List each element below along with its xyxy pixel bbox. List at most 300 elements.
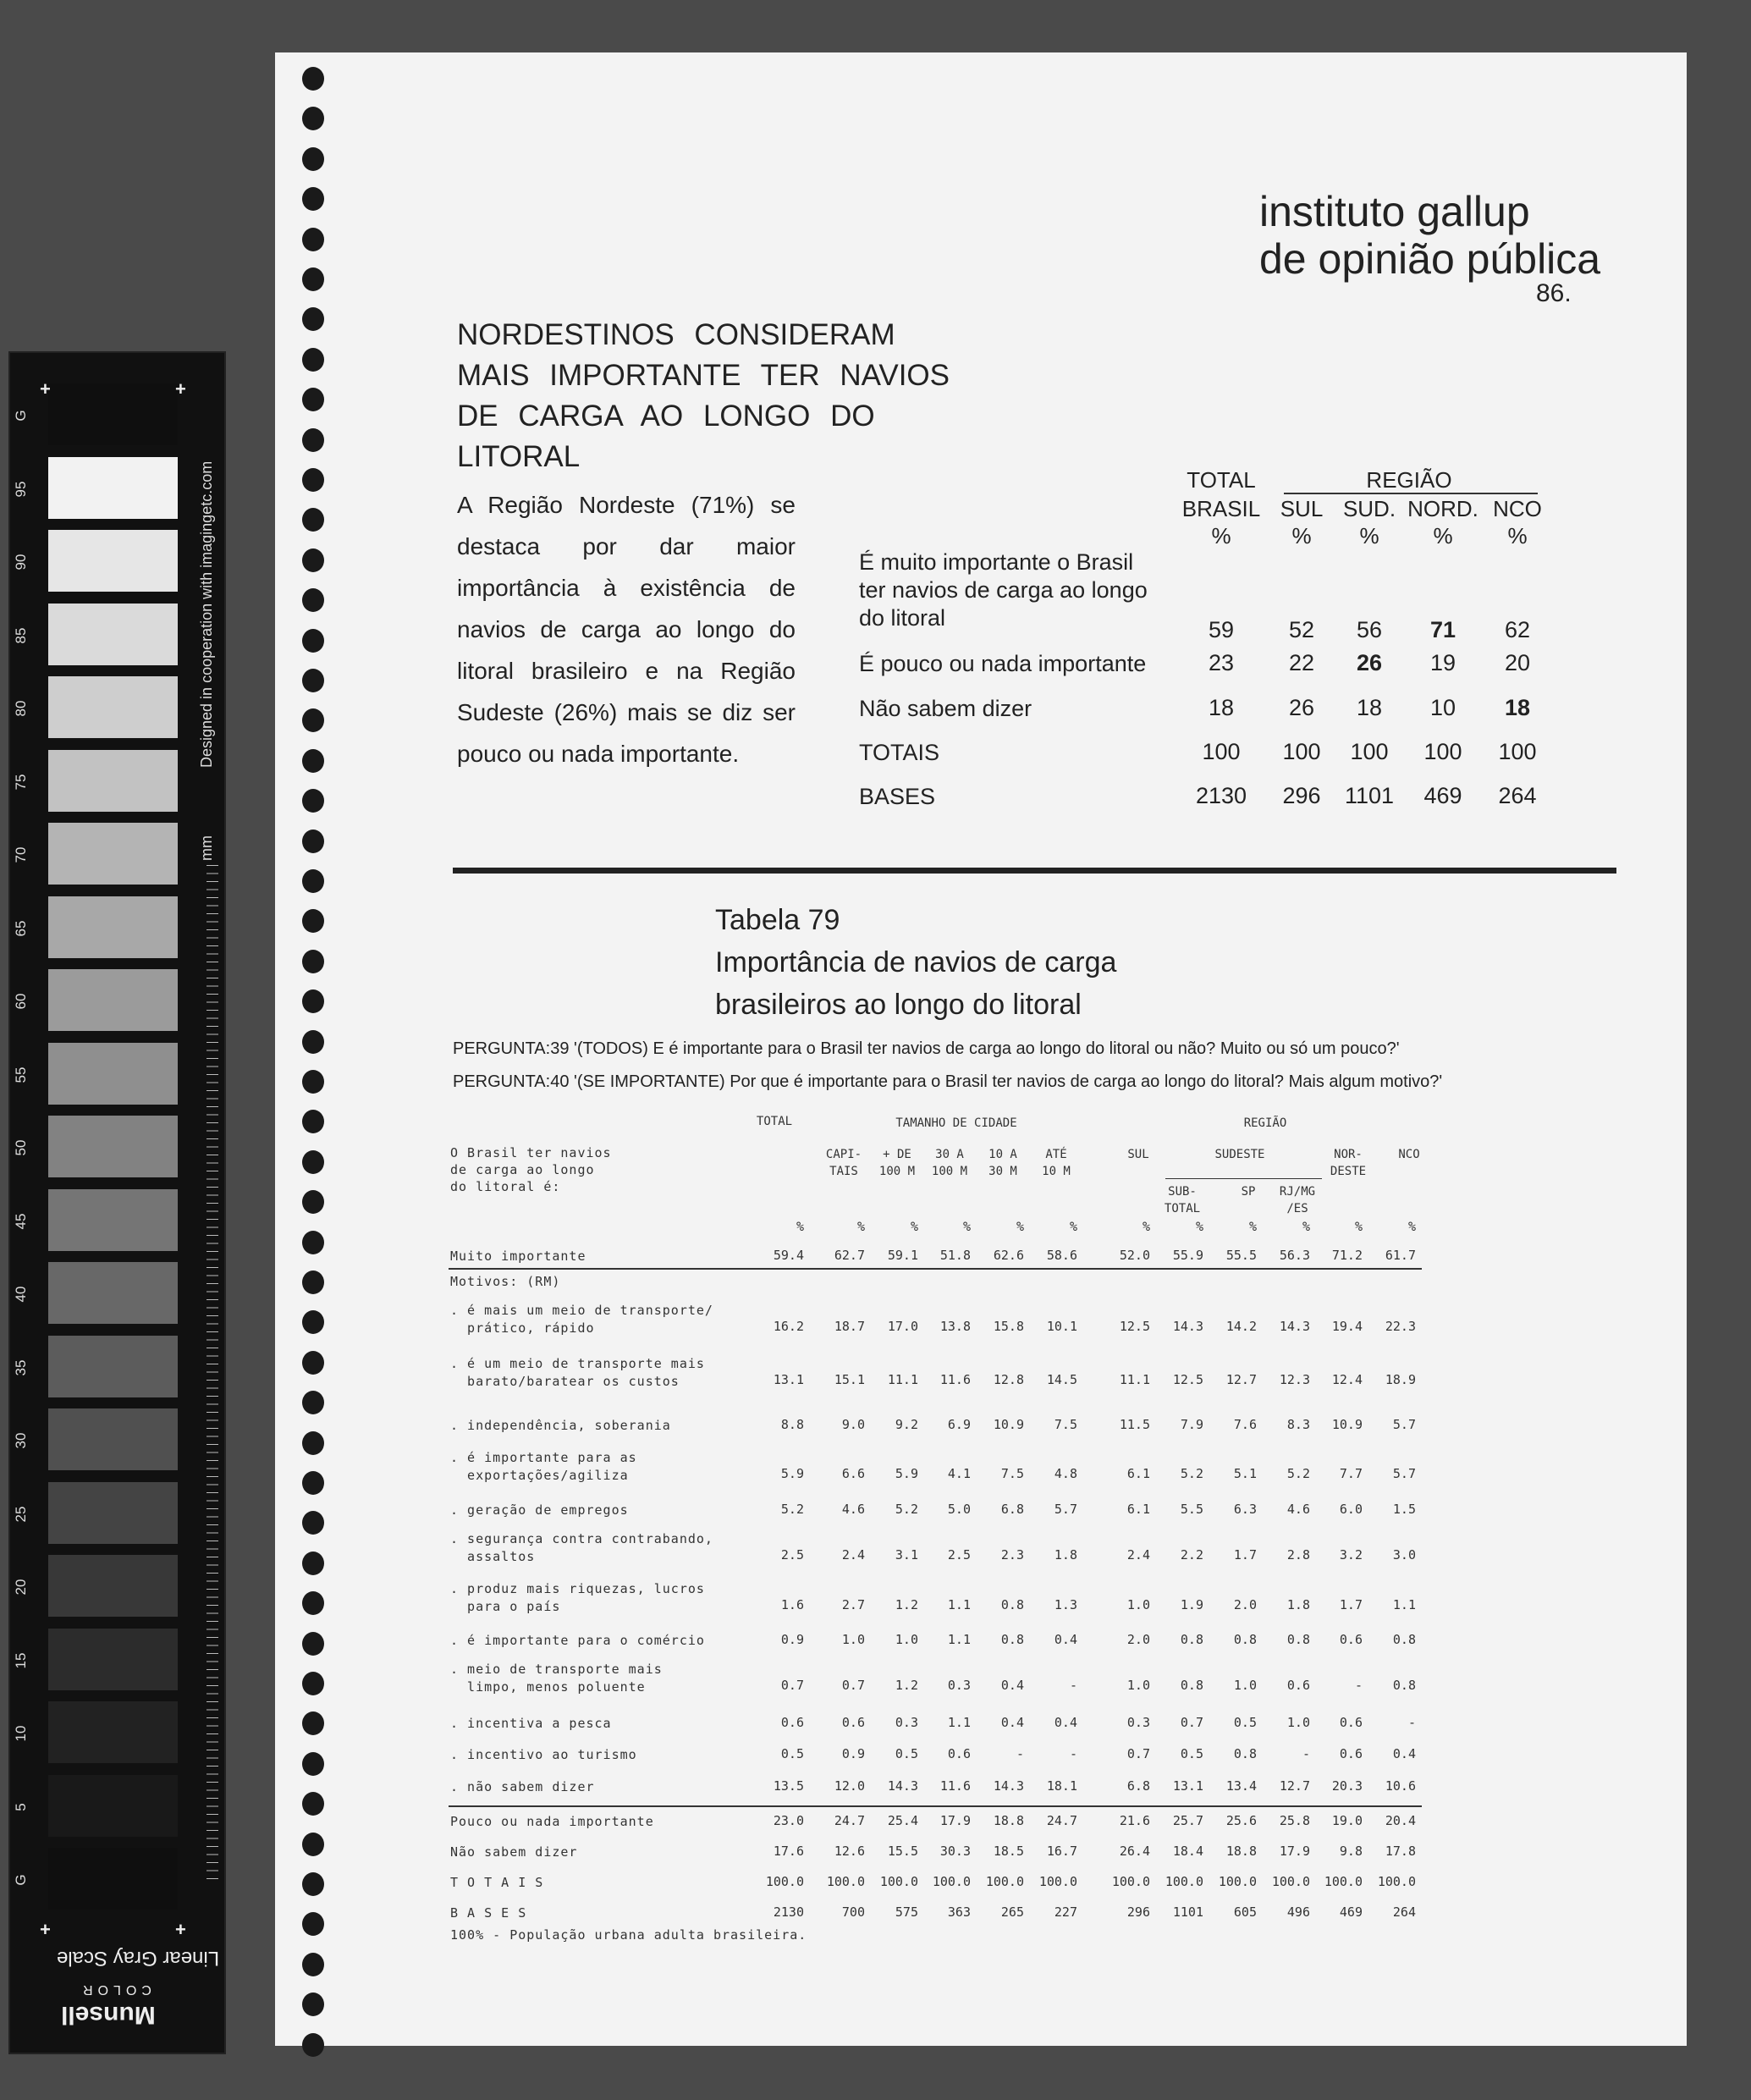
table-cell: 0.8 [1000,1632,1024,1647]
gray-patch-label: 70 [13,846,29,863]
sudeste-rule [1165,1178,1322,1179]
summary-cell: 264 [1498,783,1537,808]
table-cell: 0.3 [1126,1715,1150,1730]
table-row-label: . é mais um meio de transporte/ prático, rápido [450,1303,713,1336]
plus-mark: + [175,378,186,400]
table-cell: 6.8 [1000,1502,1024,1517]
table-col-head: NCO [1398,1148,1420,1161]
binding-hole [302,749,324,773]
summary-cell: 22 [1288,650,1315,675]
gray-patch-label: 5 [13,1802,29,1811]
table-cell: 0.3 [947,1678,971,1693]
table-cell: 5.2 [1180,1466,1203,1481]
binding-hole [302,1511,324,1535]
table-pct: % [856,1219,865,1234]
gray-patch-label: 25 [13,1506,29,1522]
table-cell: 1.0 [1126,1597,1150,1612]
table-cell: 1.6 [780,1597,804,1612]
table-cell: 3.2 [1339,1547,1363,1563]
table-cell: 26.4 [1119,1844,1150,1859]
headline: NORDESTINOS CONSIDERAM MAIS IMPORTANTE TER NAVIOS DE CARGA AO LONGO DO LITORAL [457,318,950,473]
table-cell: 11.6 [939,1778,971,1794]
table-cell: 71.2 [1331,1248,1363,1263]
table-cell: 0.8 [1180,1678,1203,1693]
gray-patch-label: 65 [13,920,29,936]
binding-hole [302,1231,324,1254]
table-pct: % [1195,1219,1203,1234]
table-cell: 363 [947,1904,971,1920]
table-cell: - [1407,1715,1416,1730]
table-cell: 7.6 [1233,1417,1257,1432]
table-row-label: Muito importante [450,1248,586,1264]
table-cell: 0.4 [1000,1715,1024,1730]
table-row-label: . segurança contra contrabando, assaltos [450,1531,713,1564]
gray-patch [48,823,178,885]
table-cell: 0.8 [1286,1632,1310,1647]
gray-patch-label: 50 [13,1139,29,1156]
table-cell: 2.8 [1286,1547,1310,1563]
table-cell: 0.8 [1000,1597,1024,1612]
table-cell: 12.0 [834,1778,865,1794]
table-row-label: . incentivo ao turismo [450,1747,637,1762]
summary-pct: % [1291,523,1312,548]
table-cell: 0.5 [895,1746,918,1761]
gray-patch-label: 35 [13,1359,29,1375]
table-cell: 1.2 [895,1597,918,1612]
summary-cell: 19 [1429,650,1456,675]
table-cell: 1101 [1172,1904,1203,1920]
table-cell: 13.8 [939,1319,971,1334]
gray-patch [48,457,178,519]
summary-cell: 26 [1288,695,1315,720]
gray-patch-label: 75 [13,774,29,790]
table-cell: 12.8 [993,1372,1024,1387]
table-cell: 20.4 [1385,1813,1416,1828]
summary-row-label: TOTAIS [859,740,940,765]
summary-cell: 296 [1282,783,1321,808]
table-cell: 2.3 [1000,1547,1024,1563]
table-cell: 11.1 [887,1372,918,1387]
table-cell: 17.8 [1385,1844,1416,1859]
binding-hole [302,708,324,732]
gray-patch-label: 95 [13,481,29,497]
table-cell: 18.8 [1225,1844,1257,1859]
summary-col-head: NORD. [1407,496,1478,521]
table-cell: 62.7 [834,1248,865,1263]
table-col-head: + DE 100 M [878,1148,916,1178]
gray-patch [48,1555,178,1617]
gray-patch [48,530,178,592]
table-cell: 5.7 [1392,1466,1416,1481]
question-40: PERGUNTA:40 '(SE IMPORTANTE) Por que é importante para o Brasil ter navios de carga ao longo do litoral? Mais algum motivo?' [453,1072,1443,1091]
binding-hole [302,1552,324,1575]
table-head-total: TOTAL [756,1115,793,1128]
binding-hole [302,950,324,973]
table-cell: 5.5 [1180,1502,1203,1517]
table-cell: 0.6 [1339,1632,1363,1647]
binding-hole [302,669,324,692]
summary-text: A Região Nordeste (71%) se destaca por dar maior importância à existência de navios de carga ao longo do litoral brasileiro e na Região Sudeste (26%) mais se diz ser pouco ou nada importante. [457,492,796,767]
table-cell: 14.3 [1279,1319,1310,1334]
table-cell: 2.0 [1233,1597,1257,1612]
binding-hole [302,147,324,171]
table-cell: 5.0 [947,1502,971,1517]
binding-hole [302,1953,324,1976]
table-row-label: . geração de empregos [450,1502,629,1518]
table-sub-head: RJ/MG /ES [1279,1185,1316,1215]
gray-patch [48,1629,178,1690]
summary-row-label: É pouco ou nada importante [859,651,1147,676]
binding-hole [302,1792,324,1816]
table-cell: - [1354,1678,1363,1693]
table-pct: % [1069,1219,1077,1234]
binding-hole [302,1711,324,1735]
table-head-regiao: REGIÃO [1243,1116,1287,1130]
table-cell: 55.9 [1172,1248,1203,1263]
summary-cell: 18 [1504,695,1531,720]
table-cell: 12.6 [834,1844,865,1859]
gray-patch [48,969,178,1031]
table-pct: % [1354,1219,1363,1234]
table-cell: 6.1 [1126,1502,1150,1517]
plus-mark: + [175,1919,186,1940]
table-cell: 5.1 [1233,1466,1257,1481]
table-cell: 11.1 [1119,1372,1150,1387]
table-cell: 100.0 [1111,1874,1150,1889]
table-cell: 0.7 [780,1678,804,1693]
gray-patch-label: 55 [13,1067,29,1083]
table-cell: 12.5 [1119,1319,1150,1334]
table-cell: 15.8 [993,1319,1024,1334]
table-cell: 5.2 [1286,1466,1310,1481]
table-cell: 2.7 [841,1597,865,1612]
table-cell: 7.5 [1000,1466,1024,1481]
table-cell: 0.4 [1054,1715,1077,1730]
table-cell: - [1069,1746,1077,1761]
scale-unit: mm [198,835,215,861]
table-cell: 0.6 [841,1715,865,1730]
table-cell: 469 [1339,1904,1363,1920]
summary-cell: 100 [1498,739,1537,764]
section-divider [453,868,1616,874]
binding-hole [302,1351,324,1375]
table-cell: 1.7 [1339,1597,1363,1612]
table-cell: 0.5 [780,1746,804,1761]
gray-patch-label: 20 [13,1579,29,1596]
table-cell: 0.5 [1180,1746,1203,1761]
gray-patch [48,1848,178,1910]
table-pct: % [1302,1219,1310,1234]
table-cell: 14.3 [887,1778,918,1794]
table-cell: 6.1 [1126,1466,1150,1481]
binding-hole [302,388,324,411]
binding-hole [302,1591,324,1615]
binding-hole [302,348,324,372]
table-cell: 14.5 [1046,1372,1077,1387]
gray-patch [48,1775,178,1837]
table-cell: 0.7 [1180,1715,1203,1730]
table-cell: 7.7 [1339,1466,1363,1481]
table-pct: % [796,1219,804,1234]
binding-hole [302,508,324,532]
binding-hole [302,1110,324,1133]
table-cell: 264 [1392,1904,1416,1920]
table-row-label: Pouco ou nada importante [450,1814,654,1829]
table-cell: 0.6 [780,1715,804,1730]
gray-patch [48,676,178,738]
binding-hole [302,629,324,653]
table-cell: 100.0 [826,1874,865,1889]
table-cell: 18.5 [993,1844,1024,1859]
table-cell: 100.0 [765,1874,804,1889]
binding-hole [302,1030,324,1054]
table-stub-line: de carga ao longo [450,1162,595,1177]
table-cell: 12.7 [1225,1372,1257,1387]
table-cell: 5.2 [780,1502,804,1517]
gray-patch-label: 45 [13,1213,29,1229]
table-cell: 0.6 [947,1746,971,1761]
table-cell: 4.6 [841,1502,865,1517]
table-cell: 52.0 [1119,1248,1150,1263]
table-cell: 5.7 [1054,1502,1077,1517]
table-cell: 19.0 [1331,1813,1363,1828]
table-cell: 6.3 [1233,1502,1257,1517]
table-pct: % [1248,1219,1257,1234]
scale-name: Linear Gray Scale [57,1947,220,1970]
table-cell: 100.0 [1038,1874,1077,1889]
table-cell: 6.8 [1126,1778,1150,1794]
table-cell: 25.6 [1225,1813,1257,1828]
summary-pct: % [1433,523,1453,548]
gray-patch [48,383,178,445]
table-cell: 8.3 [1286,1417,1310,1432]
table-cell: 4.8 [1054,1466,1077,1481]
table-cell: 1.5 [1392,1502,1416,1517]
gray-patch [48,1701,178,1763]
gray-patch [48,896,178,958]
binding-hole [302,67,324,91]
table-row-label: . é um meio de transporte mais barato/baratear os custos [450,1356,705,1389]
summary-row-label: Não sabem dizer [859,696,1032,721]
table-cell: 18.8 [993,1813,1024,1828]
table-cell: 62.6 [993,1248,1024,1263]
binding-hole [302,1471,324,1495]
table-col-head: 10 A 30 M [988,1148,1017,1178]
table-stub-line: O Brasil ter navios [450,1145,612,1160]
table-cell: 1.0 [1233,1678,1257,1693]
binding-hole [302,228,324,251]
table-cell: 14.3 [1172,1319,1203,1334]
table-cell: 5.9 [780,1466,804,1481]
table-cell: 56.3 [1279,1248,1310,1263]
plus-mark: + [40,378,51,400]
binding-hole [302,869,324,893]
table-rule [449,1805,1422,1807]
table-cell: 17.9 [939,1813,971,1828]
table-row-label: Não sabem dizer [450,1844,578,1860]
table-cell: 5.2 [895,1502,918,1517]
table-cell: 55.5 [1225,1248,1257,1263]
binding-hole [302,1912,324,1936]
table-cell: 1.1 [947,1597,971,1612]
binding-hole [302,1431,324,1455]
summary-cell: 1101 [1344,783,1395,808]
table-cell: 12.7 [1279,1778,1310,1794]
table-cell: 10.6 [1385,1778,1416,1794]
binding-hole [302,468,324,492]
table-cell: 0.6 [1286,1678,1310,1693]
table-cell: 1.0 [895,1632,918,1647]
table-cell: 6.9 [947,1417,971,1432]
table-cell: - [1302,1746,1310,1761]
scale-credit: Designed in cooperation with imagingetc.com [198,460,215,768]
gray-patch-label: 10 [13,1725,29,1742]
summary-cell: 100 [1350,739,1389,764]
binding-hole [302,1270,324,1294]
table-col-head: ATÉ 10 M [1042,1148,1071,1178]
table-cell: 13.1 [773,1372,804,1387]
summary-pct: % [1211,523,1231,548]
table-cell: 100.0 [879,1874,918,1889]
binding-hole [302,830,324,853]
table-cell: 4.1 [947,1466,971,1481]
table-cell: 18.4 [1172,1844,1203,1859]
table-cell: 0.9 [780,1632,804,1647]
table-cell: 100.0 [1377,1874,1416,1889]
table-cell: 4.6 [1286,1502,1310,1517]
table-cell: 17.0 [887,1319,918,1334]
binding-hole [302,1391,324,1414]
gray-patch-label: 60 [13,993,29,1010]
gray-patch [48,1189,178,1251]
gray-patch [48,1043,178,1105]
table-cell: 0.8 [1392,1678,1416,1693]
table-cell: 59.4 [773,1248,804,1263]
table-cell: 0.4 [1054,1632,1077,1647]
question-39: PERGUNTA:39 '(TODOS) E é importante para o Brasil ter navios de carga ao longo do litoral ou não? Muito ou só um pouco?' [453,1039,1400,1058]
table-cell: 16.7 [1046,1844,1077,1859]
table-cell: 18.1 [1046,1778,1077,1794]
table-title-line-3: brasileiros ao longo do litoral [715,989,1082,1021]
table-cell: 14.3 [993,1778,1024,1794]
table-cell: 605 [1233,1904,1257,1920]
scale-brand-sub: COLOR [78,1982,151,1997]
table-cell: 2.4 [841,1547,865,1563]
binding-hole [302,548,324,572]
table-cell: 22.3 [1385,1319,1416,1334]
table-cell: 0.8 [1392,1632,1416,1647]
table-cell: 2130 [773,1904,804,1920]
table-pct: % [962,1219,971,1234]
table-cell: 61.7 [1385,1248,1416,1263]
table-cell: 3.1 [895,1547,918,1563]
summary-cell: 71 [1429,617,1456,642]
summary-col-head: NCO [1493,496,1542,521]
summary-head-brasil: BRASIL [1181,496,1261,521]
summary-cell: 18 [1356,695,1383,720]
table-cell: 0.7 [841,1678,865,1693]
table-cell: 24.7 [1046,1813,1077,1828]
binding-hole [302,789,324,813]
binding-hole [302,1672,324,1695]
table-col-head: NOR- DESTE [1330,1148,1367,1178]
table-cell: 1.8 [1054,1547,1077,1563]
summary-cell: 100 [1423,739,1462,764]
table-cell: 13.1 [1172,1778,1203,1794]
table-row-label: . incentiva a pesca [450,1716,612,1731]
table-pct: % [1407,1219,1416,1234]
table-cell: 11.5 [1119,1417,1150,1432]
document-page [275,52,1687,2046]
table-row-label: . não sabem dizer [450,1779,595,1794]
gray-patch-label: 85 [13,627,29,643]
summary-col-head: SUL [1280,496,1324,521]
table-cell: 100.0 [1165,1874,1203,1889]
table-pct: % [1142,1219,1150,1234]
table-row-label: . é importante para o comércio [450,1633,705,1648]
summary-cell: 59 [1208,617,1235,642]
summary-cell: 56 [1356,617,1383,642]
table-cell: 575 [895,1904,918,1920]
table-cell: 8.8 [780,1417,804,1432]
summary-regiao-rule [1284,493,1538,494]
summary-cell: 100 [1282,739,1321,764]
table-row-label: . produz mais riquezas, lucros para o país [450,1581,705,1614]
table-cell: 12.3 [1279,1372,1310,1387]
table-cell: 0.4 [1392,1746,1416,1761]
table-cell: 17.6 [773,1844,804,1859]
table-cell: 10.1 [1046,1319,1077,1334]
binding-hole [302,989,324,1013]
table-cell: 0.8 [1233,1632,1257,1647]
summary-head-regiao: REGIÃO [1366,467,1452,493]
binding-hole [302,307,324,331]
table-cell: 9.0 [841,1417,865,1432]
summary-cell: 469 [1423,783,1462,808]
table-cell: 1.0 [1126,1678,1150,1693]
scale-brand: Munsell [61,2001,156,2029]
gray-patch-label: 15 [13,1652,29,1668]
table-cell: 58.6 [1046,1248,1077,1263]
binding-hole [302,1872,324,1896]
table-row-label: T O T A I S [450,1875,544,1890]
gray-patch [48,1336,178,1397]
gray-patch-label: G [13,1874,29,1886]
binding-hole [302,909,324,933]
table-rule [449,1268,1422,1270]
table-cell: 13.4 [1225,1778,1257,1794]
table-col-head: SUDESTE [1214,1148,1265,1161]
gray-scale-card [8,351,226,2054]
table-cell: 20.3 [1331,1778,1363,1794]
binding-hole [302,588,324,612]
summary-cell: 62 [1504,617,1531,642]
table-cell: 700 [841,1904,865,1920]
summary-cell: 10 [1429,695,1456,720]
table-cell: 227 [1054,1904,1077,1920]
table-cell: 100.0 [1324,1874,1363,1889]
binding-hole [302,428,324,452]
gray-patch [48,604,178,665]
table-cell: 51.8 [939,1248,971,1263]
table-cell: 496 [1286,1904,1310,1920]
table-cell: 1.2 [895,1678,918,1693]
table-cell: 0.7 [1126,1746,1150,1761]
brand-line-1: instituto gallup [1259,188,1530,235]
gray-patch [48,1262,178,1324]
gray-patch-label: 80 [13,700,29,717]
summary-pct: % [1359,523,1379,548]
